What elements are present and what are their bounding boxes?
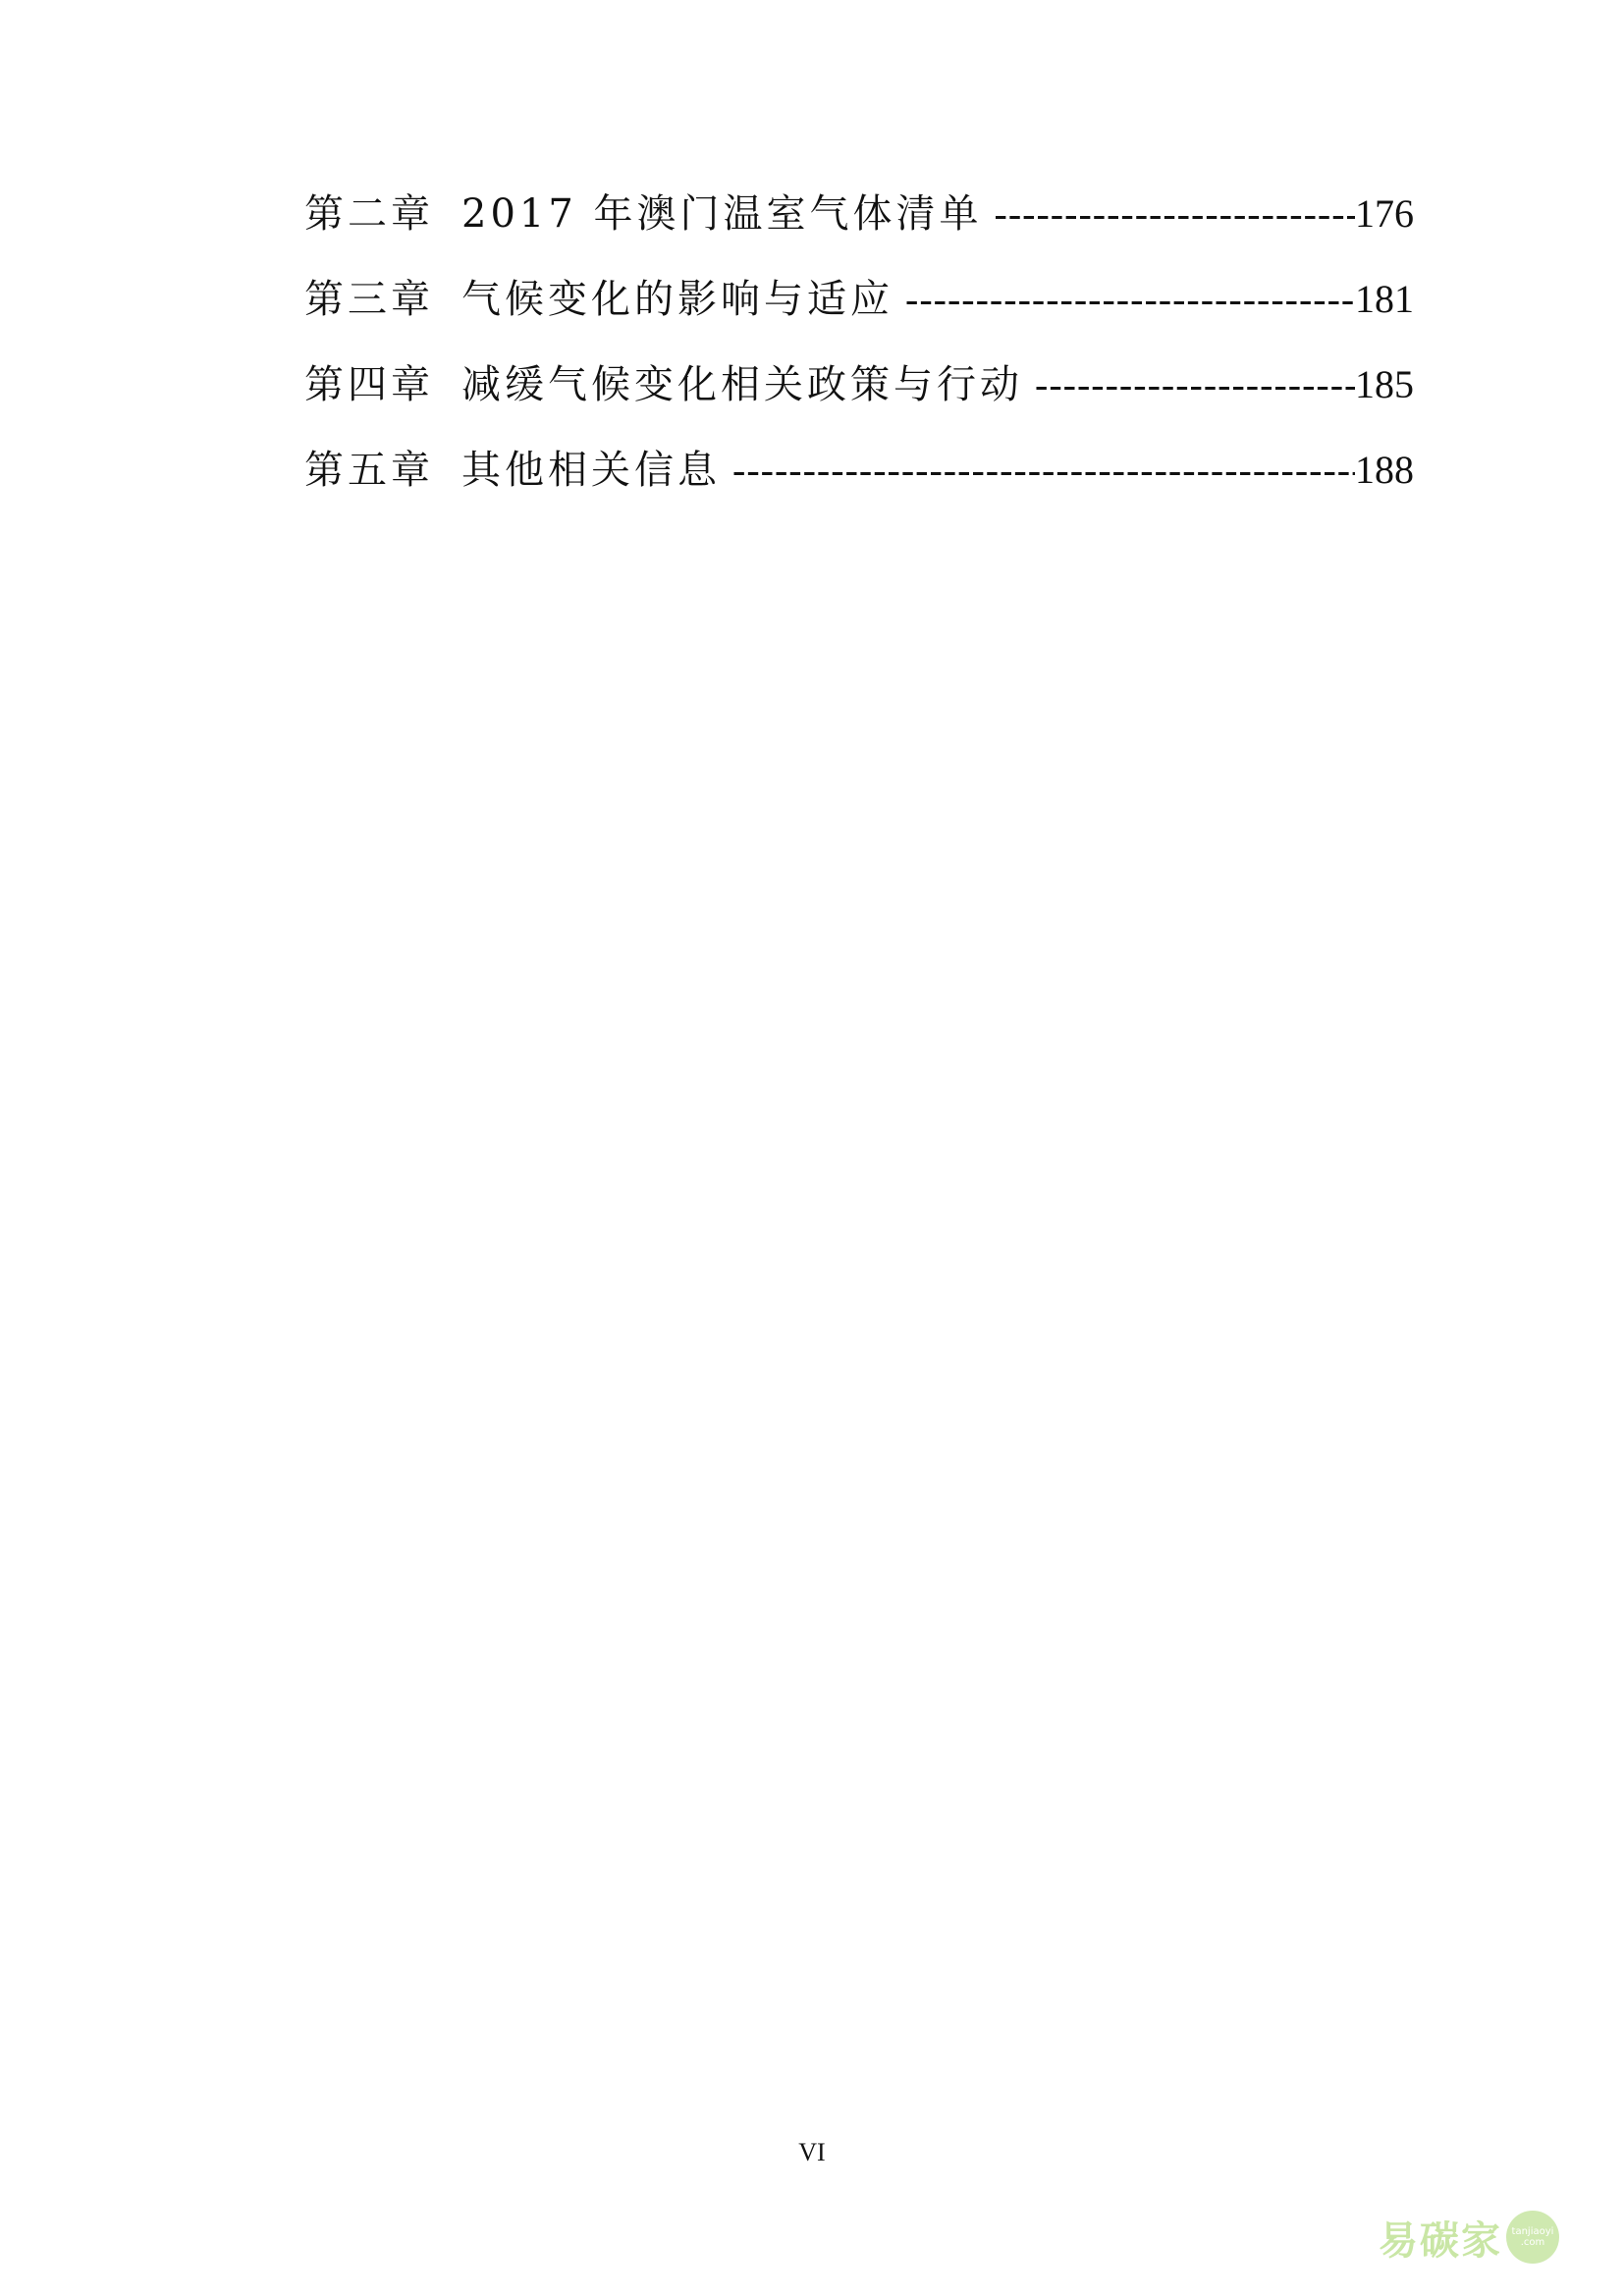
page-number: VI (798, 2138, 826, 2166)
toc-chapter-title: 气候变化的影响与适应 (461, 277, 893, 322)
toc-dot-leader (995, 187, 1355, 241)
toc-chapter-title: 减缓气候变化相关政策与行动 (461, 362, 1023, 407)
toc-entry-chapter-3[interactable] (304, 272, 1414, 357)
toc-entry-chapter-4[interactable] (304, 357, 1414, 443)
toc-page-number: 188 (1355, 448, 1414, 492)
toc-dot-leader (905, 272, 1355, 327)
toc-chapter-label: 第二章 (304, 191, 434, 237)
toc-dot-leader (1035, 357, 1355, 412)
toc-page-number: 185 (1355, 362, 1414, 406)
watermark-badge-line2: .com (1520, 2237, 1545, 2248)
table-of-contents (304, 187, 1414, 528)
watermark-badge-line1: tanjiaoyi (1511, 2226, 1554, 2237)
toc-entry-chapter-5[interactable] (304, 443, 1414, 528)
toc-page-number: 181 (1355, 277, 1414, 321)
watermark-logo (1379, 2210, 1585, 2265)
toc-chapter-label: 第四章 (304, 362, 434, 407)
toc-chapter-label: 第五章 (304, 448, 434, 493)
toc-chapter-title: 其他相关信息 (461, 448, 721, 493)
toc-dot-leader (732, 443, 1355, 498)
watermark-brand-text: 易碳家 (1379, 2217, 1502, 2264)
toc-chapter-title: 2017 年澳门温室气体清单 (461, 191, 983, 237)
watermark-badge-icon (1506, 2211, 1559, 2264)
toc-chapter-label: 第三章 (304, 277, 434, 322)
toc-page-number: 176 (1355, 191, 1414, 236)
toc-entry-chapter-2[interactable] (304, 187, 1414, 272)
